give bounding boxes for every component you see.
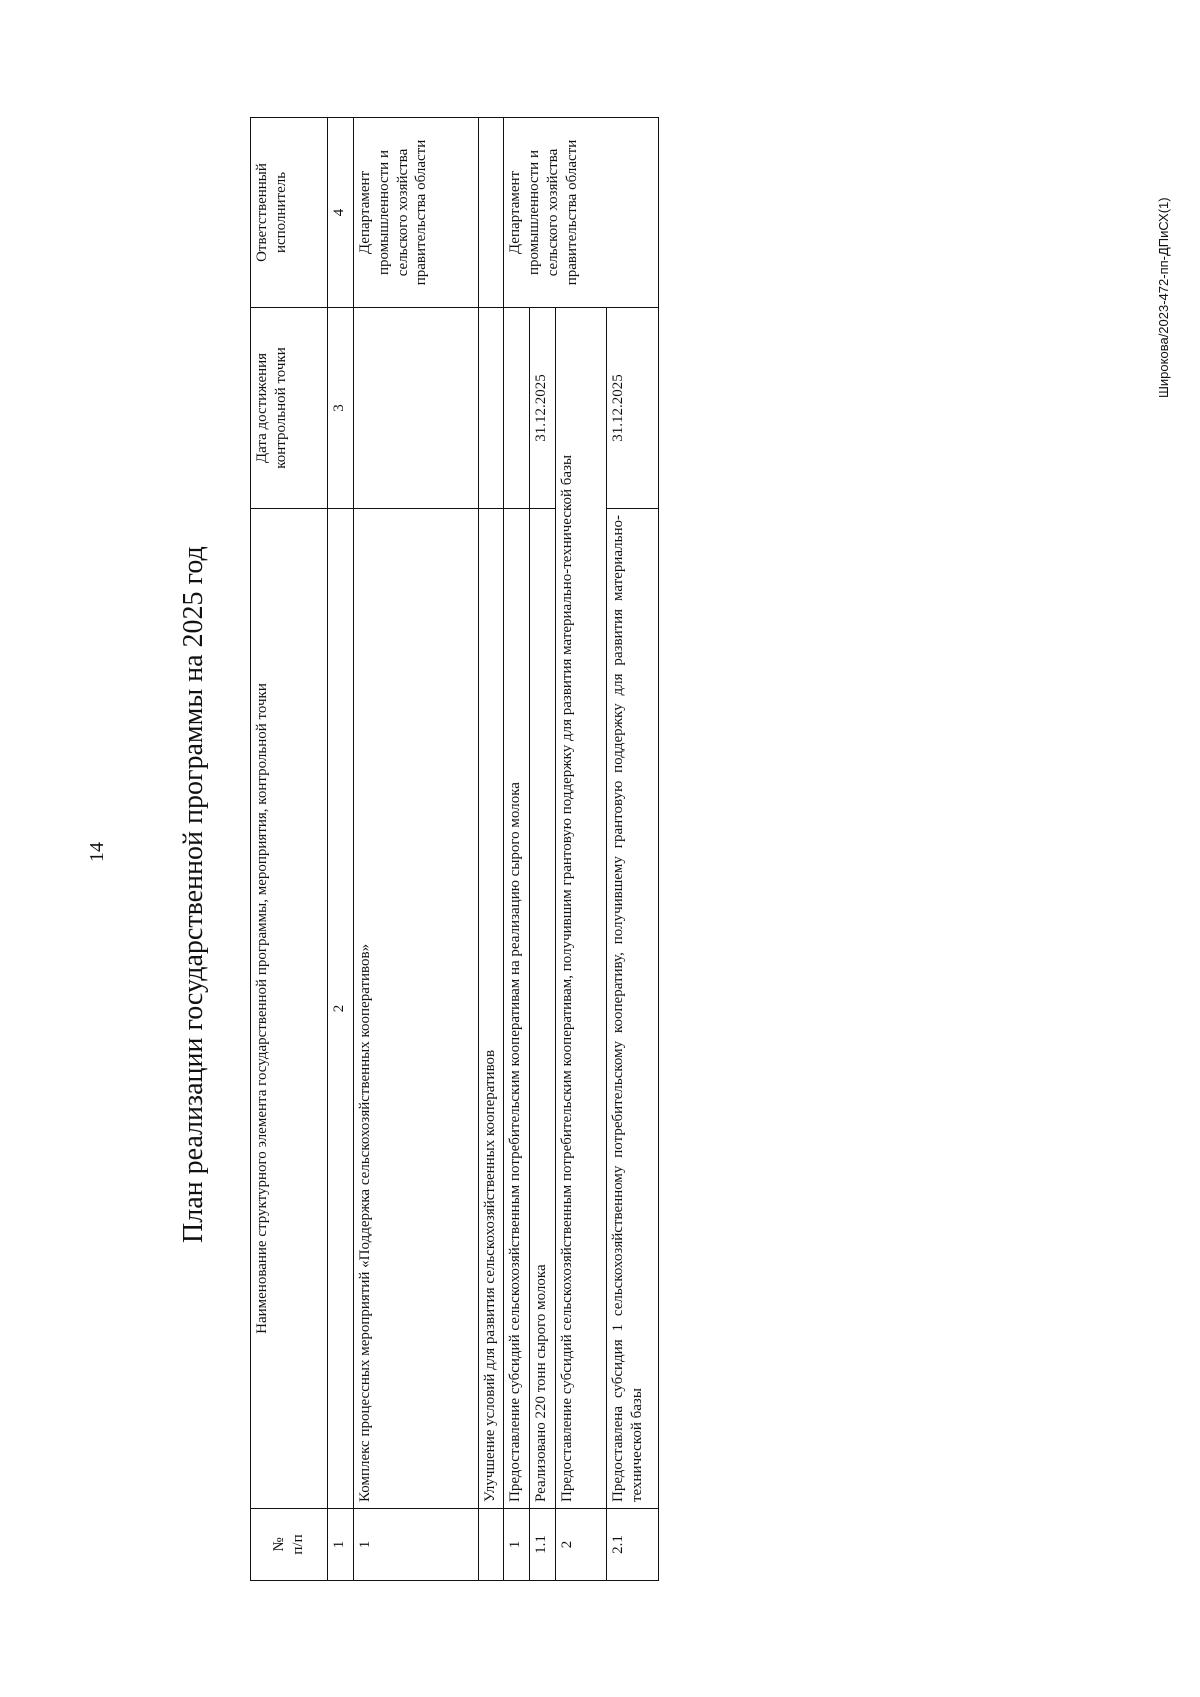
- row-name: Улучшение условий для развития сельскохозяйственных кооперативов: [478, 509, 504, 1509]
- row-number: 1: [354, 1509, 479, 1581]
- row-date: 31.12.2025: [607, 308, 659, 509]
- row-name: Комплекс процессных мероприятий «Поддержка сельскохозяйственных кооперативов»: [354, 509, 479, 1509]
- row-date: 31.12.2025: [530, 308, 556, 509]
- row-executor: Департамент промышленности и сельского хозяйства правительства области: [354, 118, 479, 308]
- column-number-row: [328, 118, 354, 1581]
- page-title: План реализации государственной программы на 2025 год: [178, 546, 209, 1243]
- document-reference: Широкова/2023-472-пп-ДПиСХ(1): [1156, 197, 1171, 398]
- table-row: [354, 118, 479, 1581]
- header-executor: Ответственный исполнитель: [251, 118, 328, 308]
- table-row: [530, 118, 556, 1581]
- row-number: [478, 1509, 504, 1581]
- col-num-4: 4: [328, 118, 354, 308]
- row-date: [354, 308, 479, 509]
- col-num-1: 1: [328, 1509, 354, 1581]
- row-date: [478, 308, 504, 509]
- col-num-2: 2: [328, 509, 354, 1509]
- row-executor: [478, 118, 504, 308]
- plan-table: [250, 117, 659, 1581]
- table-row: [607, 118, 659, 1581]
- header-date: Дата достижения контрольной точки: [251, 308, 328, 509]
- plan-table-wrapper: [250, 118, 659, 1581]
- table-row: [555, 118, 607, 1581]
- table-row: [478, 118, 504, 1581]
- row-number: 2: [555, 1509, 607, 1581]
- row-number: 1.1: [530, 1509, 556, 1581]
- row-name: Реализовано 220 тонн сырого молока: [530, 509, 556, 1509]
- row-name: Предоставление субсидий сельскохозяйственным потребительским кооперативам на реализацию сырого молока: [504, 509, 530, 1509]
- table-row: [504, 118, 530, 1581]
- header-name: Наименование структурного элемента государственной программы, мероприятия, контрольной точки: [251, 509, 328, 1509]
- row-name: Предоставлена субсидия 1 сельскохозяйственному потребительскому кооперативу, получившему грантовую поддержку для развития материально-технической базы: [607, 509, 659, 1509]
- page-number: 14: [86, 842, 108, 862]
- row-number: 1: [504, 1509, 530, 1581]
- col-num-3: 3: [328, 308, 354, 509]
- row-executor: Департамент промышленности и сельского хозяйства правительства области: [504, 118, 659, 308]
- row-date: [504, 308, 530, 509]
- header-number: № п/п: [251, 1509, 328, 1581]
- table-header-row: [251, 118, 328, 1581]
- row-number: 2.1: [607, 1509, 659, 1581]
- row-name: Предоставление субсидий сельскохозяйственным потребительским кооперативам, получившим грантовую поддержку для развития материально-технической базы: [555, 308, 607, 1509]
